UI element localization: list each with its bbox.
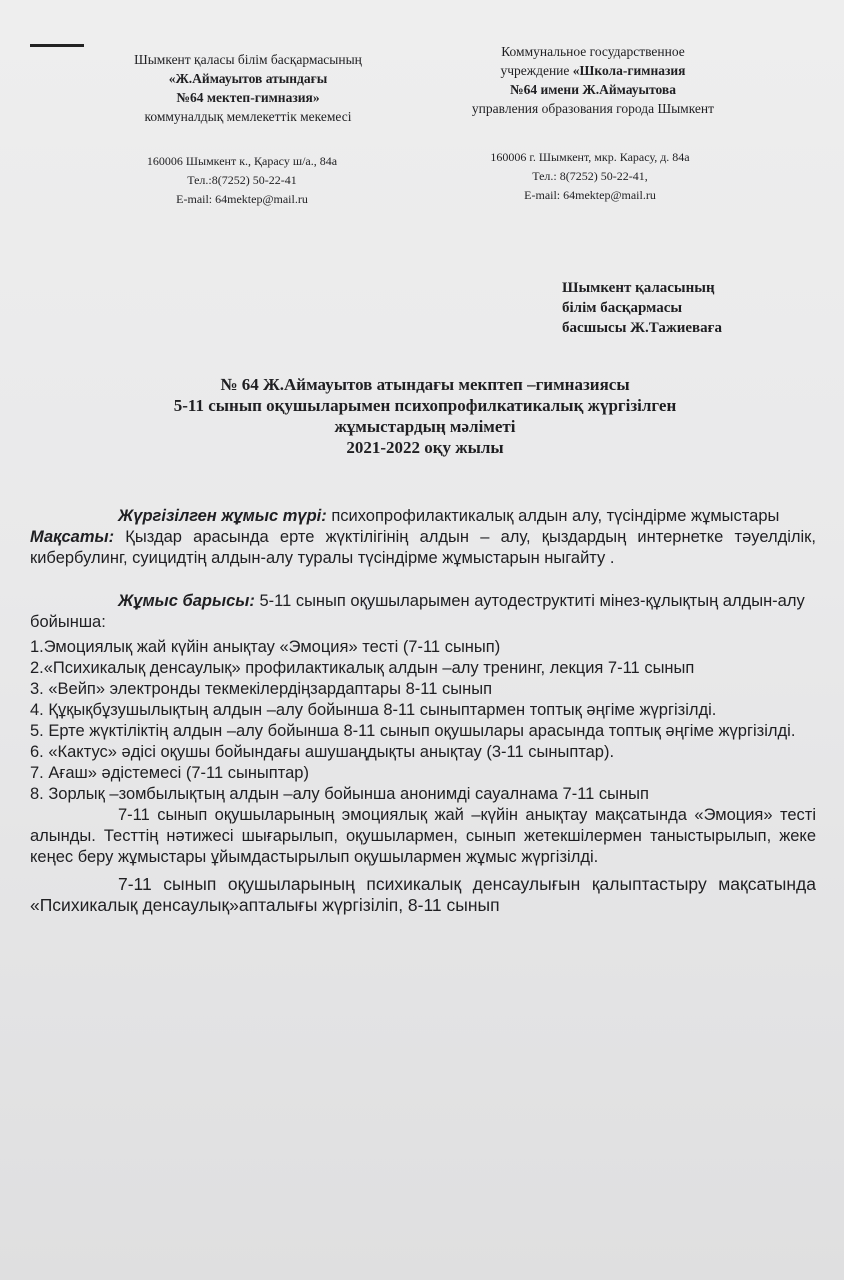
list-item: 1.Эмоциялық жай күйін анықтау «Эмоция» тесті (7-11 сынып)	[30, 638, 501, 656]
email-left: E-mail: 64mektep@mail.ru	[176, 192, 308, 206]
progress-paragraph	[30, 591, 816, 633]
paragraph-mental-health: 7-11 сынып оқушыларының психикалық денсаулығын қалыптастыру мақсатында «Психикалық денсаулық»апталығы жүргізіліп, 8-11 сынып	[30, 874, 816, 915]
progress-text: 5-11 сынып оқушыларымен аутодеструктиті мінез-құлықтың алдын-алу бойынша:	[30, 592, 805, 631]
list-item: 6. «Кактус» әдісі оқушы бойындағы ашушаңдықты анықтау (3-11 сыныптар).	[30, 743, 615, 761]
contacts-left	[92, 152, 392, 209]
header-left-line2: «Ж.Аймауытов атындағы	[168, 71, 328, 86]
list-item: 7. Ағаш» әдістемесі (7-11 сыныптар)	[30, 764, 309, 782]
goal-text: Қыздар арасында ерте жүктілігінің алдын – алу, қыздардың интернетке тәуелділік, кибербулинг, суицидтің алдын-алу туралы түсіндірме жұмыстарын ныгайту .	[30, 528, 816, 567]
header-right-russian	[418, 42, 768, 118]
header-left-kazakh	[78, 50, 418, 126]
title-line1: № 64 Ж.Аймауытов атындағы мекптеп –гимназиясы	[220, 375, 630, 394]
address-left: 160006 Шымкент к., Қарасу ш/а., 84а	[146, 154, 338, 168]
list-item: 2.«Психикалық денсаулық» профилактикалық алдын –алу тренинг, лекция 7-11 сынып	[30, 659, 695, 677]
phone-left: Тел.:8(7252) 50-22-41	[187, 173, 297, 187]
list-item: 5. Ерте жүктіліктің алдын –алу бойынша 8-11 сынып оқушылары арасында топтық әңгіме жүргізілді.	[30, 722, 796, 740]
contacts-right	[440, 148, 740, 205]
header-right-line4: управления образования города Шымкент	[471, 101, 715, 116]
list-item: 4. Құқықбұзушылықтың алдын –алу бойынша 8-11 сыныптармен топтық әңгіме жүргізілді.	[30, 701, 717, 719]
progress-label: Жұмыс барысы:	[118, 592, 255, 610]
address-right: 160006 г. Шымкент, мкр. Карасу, д. 84а	[490, 150, 690, 164]
addressee-line1: Шымкент қаласының	[562, 280, 715, 296]
work-type-text: психопрофилактикалық алдын алу, түсіндірме жұмыстары	[326, 507, 780, 525]
header-right-line1: Коммунальное государственное	[501, 44, 685, 59]
activity-list	[30, 637, 816, 805]
header-right-line3: №64 имени Ж.Аймауытова	[510, 82, 676, 97]
paragraph-emotion-test: 7-11 сынып оқушыларының эмоциялық жай –күйін анықтау мақсатында «Эмоция» тесті алынды. Тесттің нәтижесі шығарылып, оқушылармен, сынып жетекшілермен таныстырылып, жеке кеңес беру жұмыстары ұйымдастырылып оқушылармен жұмыс жүргізілді.	[30, 806, 816, 866]
header-right-line2-plain: учреждение	[500, 63, 573, 78]
header-left-line3: №64 мектеп-гимназия»	[176, 90, 320, 105]
title-line2: 5-11 сынып оқушыларымен психопрофилкатикалық жүргізілген	[173, 396, 677, 415]
top-rule	[30, 44, 84, 47]
work-type-label: Жүргізілген жұмыс түрі:	[118, 507, 327, 525]
title-line4: 2021-2022 оқу жылы	[346, 438, 504, 457]
header-right-line2-bold: «Школа-гимназия	[572, 63, 686, 78]
list-item: 8. Зорлық –зомбылықтың алдын –алу бойынша анонимді сауалнама 7-11 сынып	[30, 785, 649, 803]
header-right-line2	[418, 61, 768, 80]
document-body	[30, 506, 816, 916]
header-left-line1: Шымкент қаласы білім басқармасының	[134, 52, 362, 67]
title-line3: жұмыстардың мәліметі	[334, 417, 516, 436]
goal-label: Мақсаты:	[30, 528, 115, 546]
phone-right: Тел.: 8(7252) 50-22-41,	[532, 169, 648, 183]
goal-paragraph	[30, 527, 816, 569]
addressee-block	[562, 278, 722, 338]
email-right: E-mail: 64mektep@mail.ru	[524, 188, 656, 202]
addressee-line3: басшысы Ж.Тажиеваға	[562, 320, 722, 336]
document-title	[60, 374, 790, 458]
spacer	[30, 569, 816, 591]
addressee-line2: білім басқармасы	[562, 300, 683, 316]
list-item: 3. «Вейп» электронды текмекілердіңзардаптары 8-11 сынып	[30, 680, 492, 698]
work-type-paragraph	[30, 506, 816, 527]
header-left-line4: коммуналдық мемлекеттік мекемесі	[144, 109, 352, 124]
